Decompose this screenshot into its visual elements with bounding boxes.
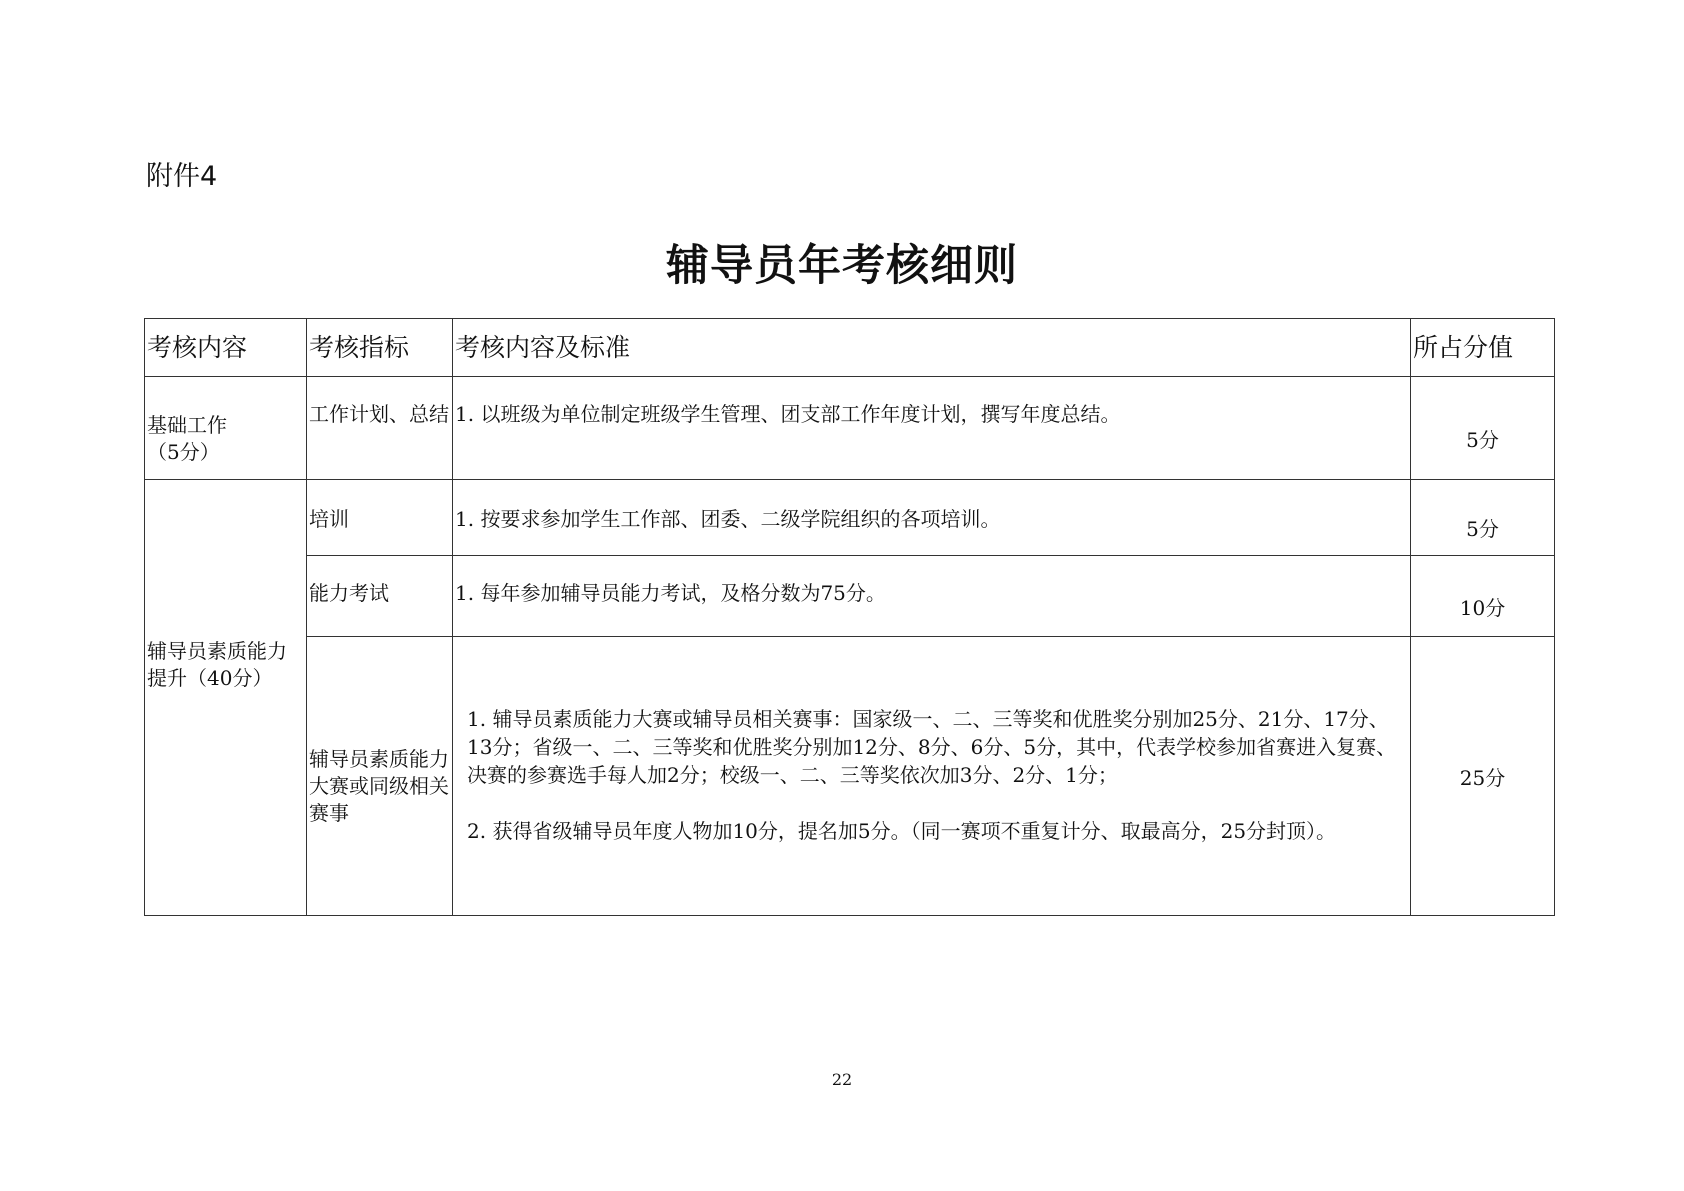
category-points: （5分）	[147, 440, 220, 464]
header-category: 考核内容	[145, 319, 307, 377]
table-row	[145, 480, 1555, 556]
standard-text: 1. 按要求参加学生工作部、团委、二级学院组织的各项培训。	[455, 507, 1001, 531]
indicator-cell	[307, 377, 453, 480]
standard-cell	[453, 556, 1411, 637]
table-header-row	[145, 319, 1555, 377]
document-title: 辅导员年考核细则	[666, 241, 1018, 291]
standard-cell	[453, 637, 1411, 916]
score-value: 5分	[1466, 517, 1499, 541]
category-name: 辅导员素质能力	[147, 638, 287, 663]
assessment-table	[144, 318, 1555, 916]
score-cell	[1411, 480, 1555, 556]
header-standard: 考核内容及标准	[453, 319, 1411, 377]
standard-item-2: 2. 获得省级辅导员年度人物加10分，提名加5分。（同一赛项不重复计分、取最高分，25分封顶）。	[467, 819, 1337, 843]
indicator-cell	[307, 480, 453, 556]
category-cell-basic	[145, 377, 307, 480]
page-number: 22	[831, 1070, 853, 1089]
standard-text: 1. 以班级为单位制定班级学生管理、团支部工作年度计划，撰写年度总结。	[455, 402, 1121, 426]
category-cell-competence	[145, 480, 307, 916]
indicator-cell	[307, 637, 453, 916]
table-row	[145, 556, 1555, 637]
standard-cell	[453, 377, 1411, 480]
indicator-text: 工作计划、总结	[309, 402, 449, 426]
indicator-cell	[307, 556, 453, 637]
header-indicator: 考核指标	[307, 319, 453, 377]
indicator-text: 培训	[309, 507, 349, 531]
standard-item-1: 1. 辅导员素质能力大赛或辅导员相关赛事：国家级一、二、三等奖和优胜奖分别加25分、21分、17分、13分；省级一、二、三等奖和优胜奖分别加12分、8分、6分、5分，其中，代表学校参加省赛进入复赛、决赛的参赛选手每人加2分；校级一、二、三等奖依次加3分、2分、1分；	[467, 707, 1397, 787]
score-cell	[1411, 377, 1555, 480]
standard-cell	[453, 480, 1411, 556]
table-row	[145, 377, 1555, 480]
score-value: 5分	[1466, 427, 1499, 452]
score-cell	[1411, 556, 1555, 637]
table-row	[145, 637, 1555, 916]
score-cell	[1411, 637, 1555, 916]
score-value: 10分	[1459, 595, 1506, 620]
indicator-text: 辅导员素质能力大赛或同级相关赛事	[309, 746, 449, 825]
score-value: 25分	[1459, 765, 1506, 790]
indicator-text: 能力考试	[309, 581, 389, 605]
attachment-label: 附件4	[146, 161, 218, 192]
category-name: 基础工作	[147, 413, 227, 437]
header-score: 所占分值	[1411, 319, 1555, 377]
category-points: 提升（40分）	[147, 665, 273, 690]
standard-text: 1. 每年参加辅导员能力考试，及格分数为75分。	[455, 581, 886, 605]
